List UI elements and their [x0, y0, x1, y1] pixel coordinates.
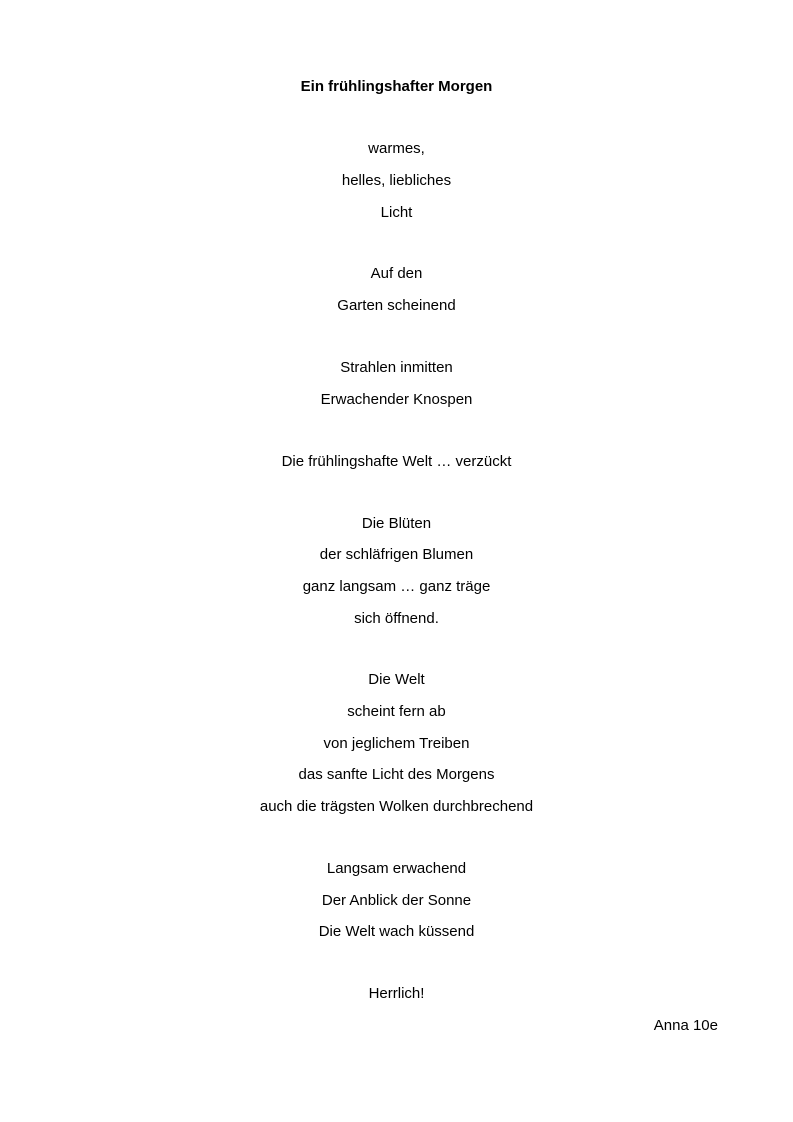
poem-line: das sanfte Licht des Morgens — [298, 766, 495, 783]
poem-line: Die frühlingshafte Welt … verzückt — [281, 453, 512, 470]
poem-line: von jeglichem Treiben — [323, 735, 470, 752]
poem-line: Herrlich! — [368, 985, 425, 1002]
poem-line: auch die trägsten Wolken durchbrechend — [259, 798, 534, 815]
poem-line: Langsam erwachend — [326, 860, 467, 877]
poem-line: Erwachender Knospen — [320, 391, 473, 408]
poem-line: helles, liebliches — [341, 172, 452, 189]
poem-line: Strahlen inmitten — [340, 359, 453, 376]
poem-line: ganz langsam … ganz träge — [302, 578, 491, 595]
poem-title: Ein frühlingshafter Morgen — [300, 78, 493, 95]
poem-line: Die Blüten — [361, 515, 432, 532]
author-signature: Anna 10e — [653, 1017, 718, 1034]
poem-line: Licht — [380, 204, 413, 221]
poem-line: Die Welt wach küssend — [318, 923, 475, 940]
poem-line: Die Welt — [368, 671, 425, 688]
poem-line: scheint fern ab — [347, 703, 446, 720]
poem-line: Der Anblick der Sonne — [321, 892, 472, 909]
poem-line: sich öffnend. — [354, 610, 439, 627]
poem-line: der schläfrigen Blumen — [319, 546, 474, 563]
poem-line: warmes, — [368, 140, 425, 157]
poem-line: Auf den — [370, 265, 423, 282]
poem-line: Garten scheinend — [337, 297, 456, 314]
